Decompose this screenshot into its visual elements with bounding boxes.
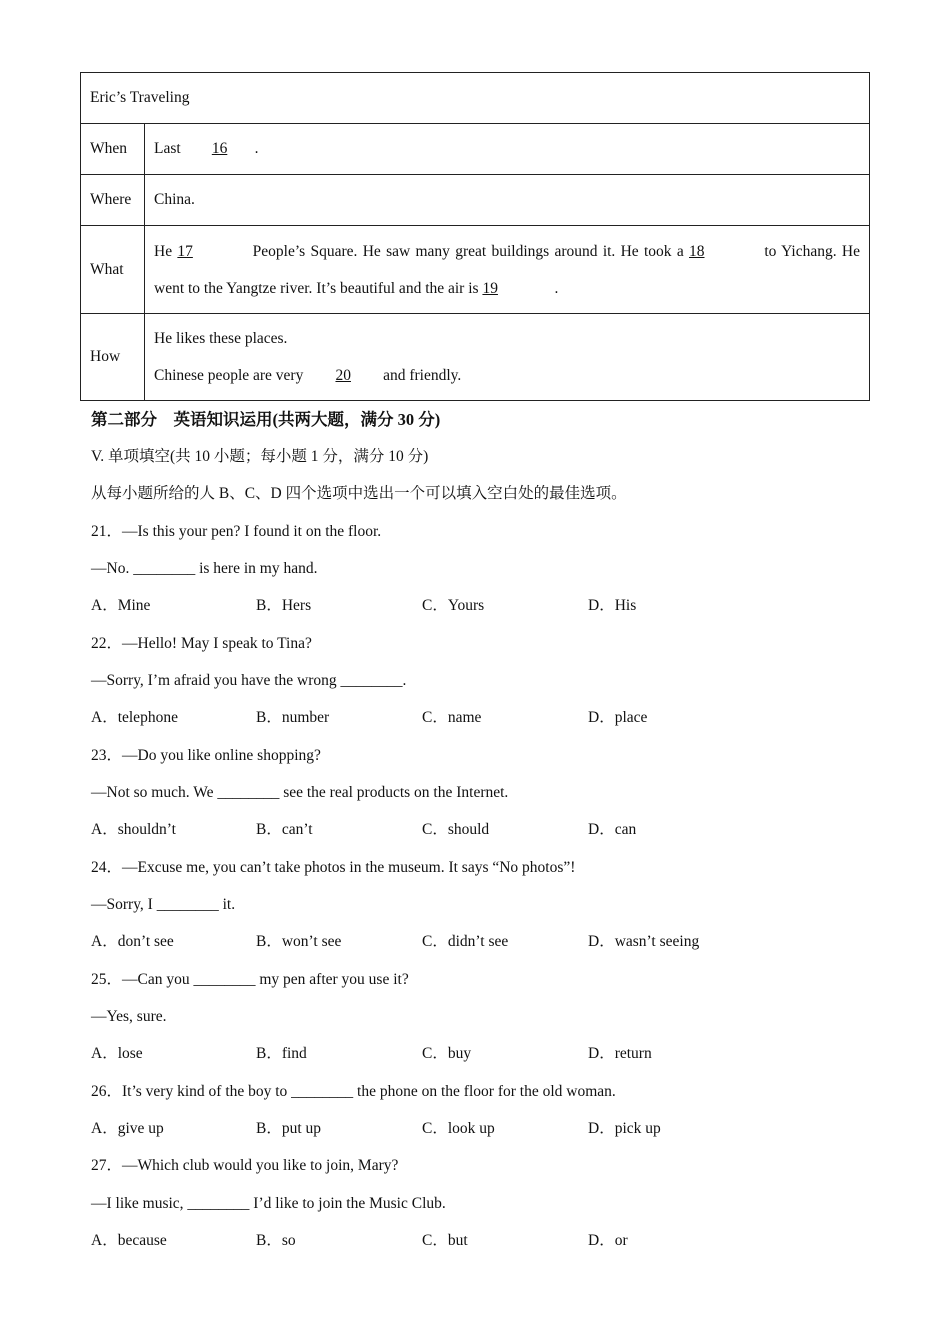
row-label-where: Where [81,175,145,226]
option-a[interactable]: A．lose [91,1045,143,1062]
option-c[interactable]: C．Yours [422,597,485,614]
how-line-1: He likes these places. [154,330,288,347]
option-d[interactable]: D．return [588,1045,652,1062]
option-c[interactable]: C．but [422,1232,468,1249]
question-27-line2: —I like music, ________ I’d like to join the Music Club. [91,1195,446,1212]
erics-traveling-table [80,72,870,401]
blank-18: 18 [689,242,705,260]
what-p3: to Yichang. He went to the Yangtze river. It’s beautiful and the air is [154,242,860,297]
option-b[interactable]: B．find [256,1045,307,1062]
option-d[interactable]: D．His [588,597,637,614]
question-23-line2: —Not so much. We ________ see the real products on the Internet. [91,784,509,801]
option-c[interactable]: C．didn’t see [422,933,509,950]
row-label-how: How [81,314,145,401]
option-a[interactable]: A．shouldn’t [91,821,176,838]
what-p2: People’s Square. He saw many great buildings around it. He took a [247,242,690,260]
option-d[interactable]: D．pick up [588,1120,661,1137]
option-a[interactable]: A．Mine [91,597,151,614]
question-24-stem: 24．—Excuse me, you can’t take photos in the museum. It says “No photos”! [91,859,576,876]
question-26-options [91,1119,791,1139]
how-line2-pre: Chinese people are very [154,367,308,384]
question-27-stem: 27．—Which club would you like to join, Mary? [91,1157,399,1174]
question-22-options [91,708,791,728]
when-post: . [254,140,259,157]
option-d[interactable]: D．wasn’t seeing [588,933,700,950]
row-where-content: China. [145,175,870,226]
blank-16: 16 [211,140,228,157]
question-21-options [91,596,791,616]
option-c[interactable]: C．should [422,821,490,838]
table-title: Eric’s Traveling [81,73,870,124]
option-c[interactable]: C．name [422,709,482,726]
question-24-options [91,932,791,952]
option-d[interactable]: D．or [588,1232,628,1249]
question-27-options [91,1231,791,1251]
question-25-stem: 25．—Can you ________ my pen after you use it? [91,971,409,988]
option-b[interactable]: B．so [256,1232,296,1249]
question-25-options [91,1044,791,1064]
option-b[interactable]: B．put up [256,1120,322,1137]
question-24-line2: —Sorry, I ________ it. [91,896,236,913]
blank-17: 17 [177,242,193,260]
question-26-stem: 26．It’s very kind of the boy to ________ the phone on the floor for the old woman. [91,1083,616,1100]
question-22-line2: —Sorry, I’m afraid you have the wrong ________. [91,672,407,689]
option-c[interactable]: C．look up [422,1120,495,1137]
question-23-stem: 23．—Do you like online shopping? [91,747,321,764]
blank-20: 20 [335,367,351,384]
option-b[interactable]: B．number [256,709,330,726]
option-a[interactable]: A．give up [91,1120,164,1137]
option-c[interactable]: C．buy [422,1045,472,1062]
option-b[interactable]: B．Hers [256,597,312,614]
option-b[interactable]: B．can’t [256,821,313,838]
part-title: 第二部分 英语知识运用(共两大题，满分 30 分) [91,410,441,429]
what-p1: He [154,242,178,260]
option-a[interactable]: A．telephone [91,709,178,726]
row-how-content [145,314,870,401]
instruction: 从每小题所给的人 B、C、D 四个选项中选出一个可以填入空白处的最佳选项。 [91,485,627,502]
row-label-what: What [81,226,145,314]
question-23-options [91,820,791,840]
blank-19: 19 [482,279,498,297]
what-p4: . [554,279,559,297]
question-21-stem: 21．—Is this your pen? I found it on the floor. [91,523,382,540]
row-what-content [145,226,870,314]
when-pre: Last [154,140,185,157]
how-line2-post: and friendly. [379,367,462,384]
option-d[interactable]: D．can [588,821,637,838]
option-d[interactable]: D．place [588,709,648,726]
row-when-content [145,124,870,175]
question-25-line2: —Yes, sure. [91,1008,167,1025]
how-line-2 [154,357,860,394]
option-b[interactable]: B．won’t see [256,933,342,950]
sub-title: V. 单项填空(共 10 小题；每小题 1 分，满分 10 分) [91,448,429,465]
option-a[interactable]: A．because [91,1232,167,1249]
question-22-stem: 22．—Hello! May I speak to Tina? [91,635,312,652]
question-21-line2: —No. ________ is here in my hand. [91,560,318,577]
row-label-when: When [81,124,145,175]
option-a[interactable]: A．don’t see [91,933,174,950]
